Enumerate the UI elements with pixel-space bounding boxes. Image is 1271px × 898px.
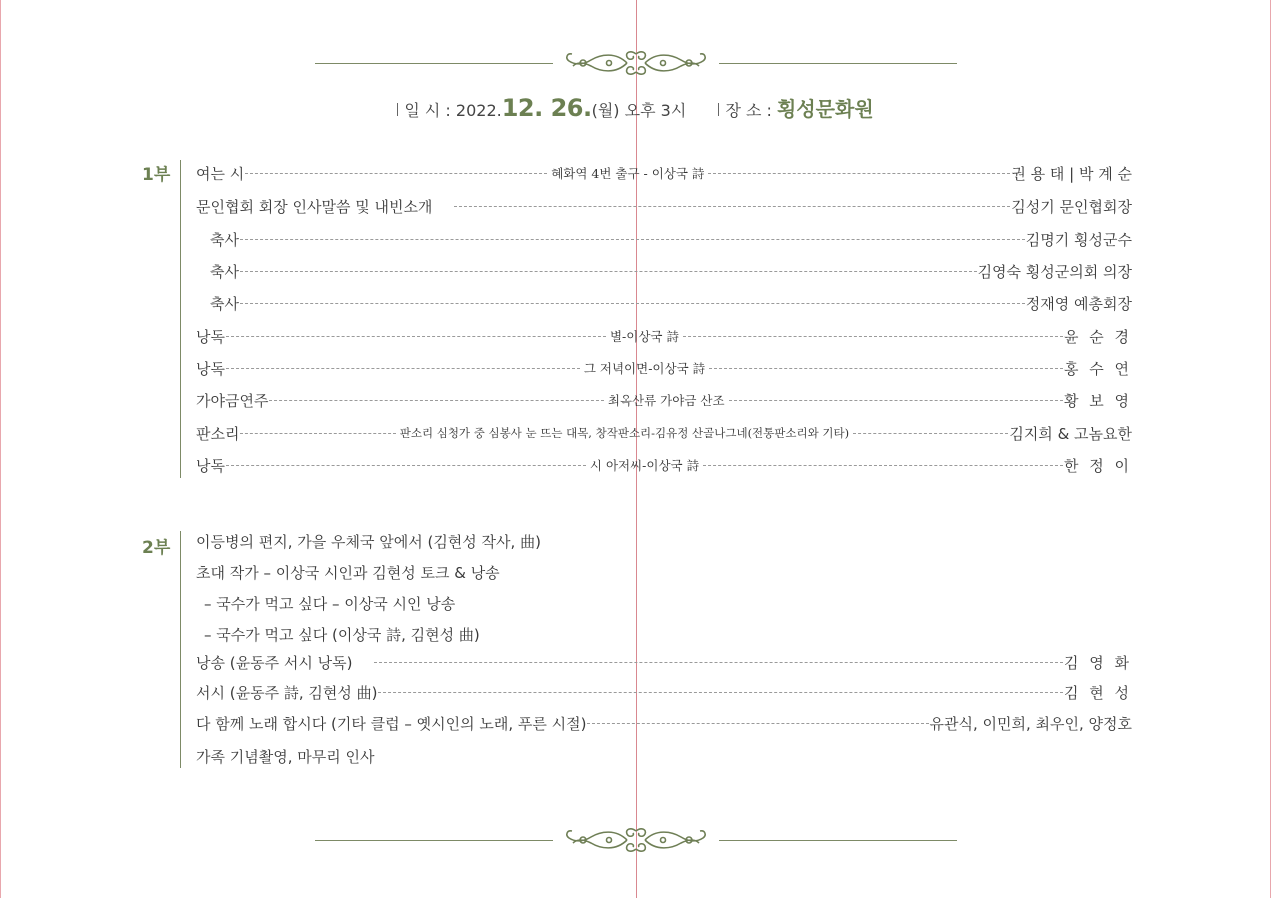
row-performer: 김 영 화 bbox=[1063, 653, 1132, 672]
row-performer: 김영숙 횡성군의회 의장 bbox=[977, 262, 1132, 281]
event-venue: 횡성문화원 bbox=[777, 97, 874, 121]
program-row bbox=[196, 620, 1132, 648]
row-label: 낭독 bbox=[196, 327, 225, 346]
scroll-flourish-icon bbox=[561, 825, 711, 855]
program-row bbox=[196, 386, 1132, 414]
event-time: (월) 오후 3시 bbox=[591, 101, 687, 120]
row-label: – 국수가 먹고 싶다 – 이상국 시인 낭송 bbox=[204, 594, 456, 613]
row-label: 가족 기념촬영, 마무리 인사 bbox=[196, 747, 375, 766]
program-row bbox=[196, 354, 1132, 382]
row-performer: 유관식, 이민희, 최우인, 양정호 bbox=[929, 714, 1132, 733]
bottom-ornament bbox=[315, 825, 957, 855]
program-row bbox=[196, 527, 1132, 555]
row-performer: 권 용 태 | 박 계 순 bbox=[1011, 164, 1132, 183]
event-info bbox=[0, 93, 1271, 122]
row-performer: 한 정 이 bbox=[1064, 456, 1133, 475]
row-label: 여는 시 bbox=[196, 164, 245, 183]
venue-label: 장 소 : bbox=[725, 101, 772, 120]
part-1-rule bbox=[180, 160, 181, 478]
page-edge-left bbox=[0, 0, 1, 898]
row-label: 다 함께 노래 합시다 (기타 클럽 – 옛시인의 노래, 푸른 시절) bbox=[196, 714, 587, 733]
row-label: 축사 bbox=[210, 262, 239, 281]
row-label: 축사 bbox=[210, 294, 239, 313]
row-label: 가야금연주 bbox=[196, 391, 269, 410]
row-label: 문인협회 회장 인사말씀 및 내빈소개 bbox=[196, 197, 433, 216]
row-label: 낭송 (윤동주 서시 낭독) bbox=[196, 653, 353, 672]
part-2-label: 2부 bbox=[142, 538, 171, 558]
program-row bbox=[196, 678, 1132, 706]
program-row bbox=[196, 589, 1132, 617]
row-performer: 정재영 예총회장 bbox=[1025, 294, 1132, 313]
row-detail: 최옥산류 가야금 산조 bbox=[607, 393, 725, 408]
row-detail: 판소리 심청가 중 심봉사 눈 뜨는 대목, 창작판소리-김유정 산골나그네(전통판소리와 기타) bbox=[399, 426, 850, 440]
row-label: – 국수가 먹고 싶다 (이상국 詩, 김현성 曲) bbox=[204, 625, 480, 644]
program-row bbox=[196, 289, 1132, 317]
row-performer: 김성기 문인협회장 bbox=[1011, 197, 1132, 216]
program-row bbox=[196, 742, 1132, 770]
row-performer: 김 현 성 bbox=[1063, 683, 1132, 702]
program-row bbox=[196, 558, 1132, 586]
row-detail: 혜화역 4번 출구 - 이상국 詩 bbox=[551, 166, 705, 181]
program-row bbox=[196, 159, 1132, 187]
part-2-rule bbox=[180, 531, 181, 768]
program-row bbox=[196, 648, 1132, 676]
row-detail: 별-이상국 詩 bbox=[609, 329, 679, 344]
date-label: 일 시 : 2022. bbox=[404, 101, 502, 120]
row-performer: 황 보 영 bbox=[1063, 391, 1132, 410]
row-performer: 윤 순 경 bbox=[1063, 327, 1132, 346]
row-label: 서시 (윤동주 詩, 김현성 曲) bbox=[196, 683, 378, 702]
event-date: 12. 26. bbox=[501, 94, 592, 122]
part-1-label: 1부 bbox=[142, 165, 171, 185]
row-performer: 홍 수 연 bbox=[1063, 359, 1132, 378]
row-performer: 김명기 횡성군수 bbox=[1025, 230, 1132, 249]
program-row bbox=[196, 192, 1132, 220]
row-detail: 그 저녁이면-이상국 詩 bbox=[583, 361, 706, 376]
row-label: 이등병의 편지, 가을 우체국 앞에서 (김현성 작사, 曲) bbox=[196, 532, 541, 551]
scroll-flourish-icon bbox=[561, 48, 711, 78]
program-row bbox=[196, 257, 1132, 285]
row-label: 낭독 bbox=[196, 359, 225, 378]
row-label: 판소리 bbox=[196, 424, 240, 443]
row-label: 초대 작가 – 이상국 시인과 김현성 토크 & 낭송 bbox=[196, 563, 500, 582]
program-row bbox=[196, 225, 1132, 253]
row-label: 낭독 bbox=[196, 456, 225, 475]
row-performer: 김지희 & 고놈요한 bbox=[1009, 424, 1132, 443]
program-row bbox=[196, 709, 1132, 737]
row-detail: 시 아저씨-이상국 詩 bbox=[589, 458, 700, 473]
top-ornament bbox=[315, 48, 957, 78]
program-row bbox=[196, 451, 1132, 479]
row-label: 축사 bbox=[210, 230, 239, 249]
program-row bbox=[196, 419, 1132, 447]
program-row bbox=[196, 322, 1132, 350]
